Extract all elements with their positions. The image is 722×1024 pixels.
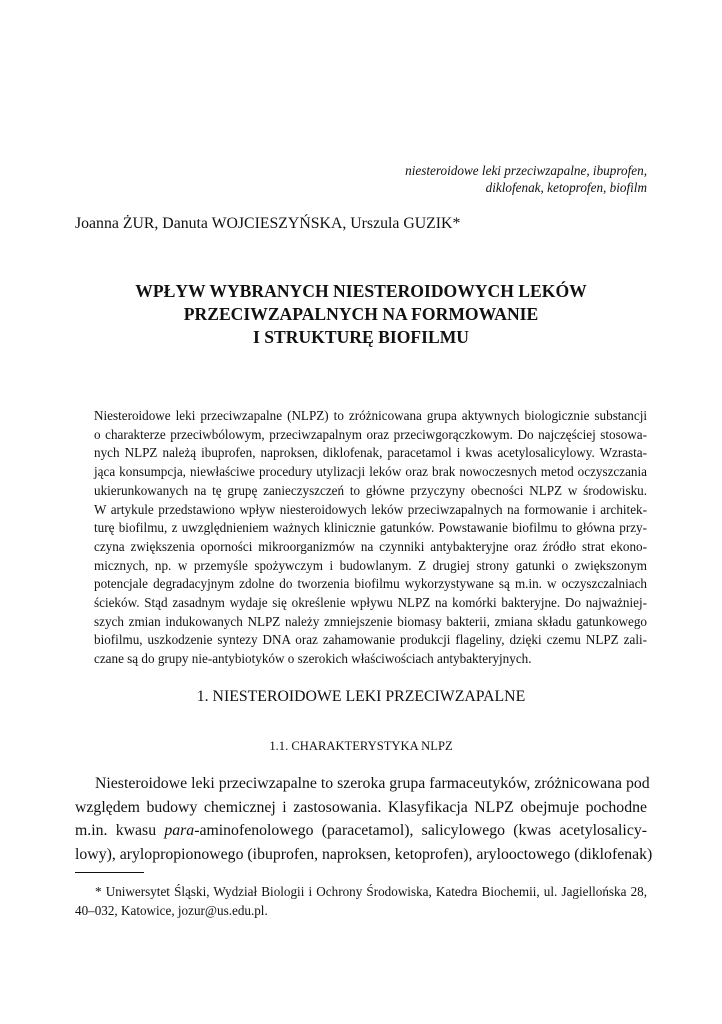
abstract-line: czyna zwiększenia oporności mikroorganizmów na czynniki antybakteryjne oraz źródło strat ekono- xyxy=(94,538,647,554)
body-paragraph xyxy=(75,772,653,866)
abstract-line: turę biofilmu, z uwzględnieniem ważnych klinicznie gatunków. Powstawanie biofilmu to główna przy- xyxy=(94,520,647,536)
keywords xyxy=(227,162,647,196)
authors: Joanna ŻUR, Danuta WOJCIESZYŃSKA, Urszula GUZIK* xyxy=(75,215,461,232)
body-text-run: -aminofenolowego (paracetamol), salicylowego (kwas acetylosalicy- xyxy=(194,822,647,839)
abstract-line: ścieków. Stąd zasadnym wydaje się określenie wpływu NLPZ na komórki bakteryjne. Do najważniej- xyxy=(94,595,647,611)
subsection-heading: 1.1. CHARAKTERYSTYKA NLPZ xyxy=(269,739,453,753)
paper-title xyxy=(75,280,647,349)
footnote xyxy=(75,882,647,920)
title-line: PRZECIWZAPALNYCH NA FORMOWANIE xyxy=(183,304,539,324)
body-text-run: m.in. kwasu xyxy=(75,822,165,839)
abstract-line: jąca konsumpcja, niewłaściwe procedury utylizacji leków oraz brak nowoczesnych metod oczyszczania xyxy=(94,464,647,480)
body-line: Niesteroidowe leki przeciwzapalne to szeroka grupa farmaceutyków, zróżnicowana pod xyxy=(95,775,650,792)
abstract-line: W artykule przedstawiono wpływ niesteroidowych leków przeciwzapalnych na formowanie i architek- xyxy=(94,501,647,517)
italic-term: para xyxy=(164,822,195,839)
abstract-line: ukierunkowanych na tę grupę zanieczyszczeń to główne przyczyny obecności NLPZ w środowisku. xyxy=(94,482,647,498)
abstract-line: potencjale degradacyjnym zdolne do tworzenia biofilmu wykorzystywane są m.in. w oczyszczalniach xyxy=(94,576,647,592)
abstract-line: biofilmu, uszkodzenie syntezy DNA oraz zahamowanie produkcji flageliny, dzięki czemu NLPZ zali- xyxy=(94,632,647,648)
footnote-line: * Uniwersytet Śląski, Wydział Biologii i Ochrony Środowiska, Katedra Biochemii, ul. Jagiellońska 28, xyxy=(95,884,647,899)
abstract-line: micznych, np. w przemyśle spożywczym i budowlanym. Z drugiej strony gatunki o zwiększonym xyxy=(94,557,647,573)
abstract-line: o charakterze przeciwbólowym, przeciwzapalnym oraz przeciwgorączkowym. Do najczęściej stosowa- xyxy=(94,426,647,442)
section-heading: 1. NIESTEROIDOWE LEKI PRZECIWZAPALNE xyxy=(196,688,526,705)
keywords-line: niesteroidowe leki przeciwzapalne, ibuprofen, xyxy=(405,163,647,178)
title-line: I STRUKTURĘ BIOFILMU xyxy=(252,327,470,347)
abstract xyxy=(94,407,647,669)
body-line xyxy=(75,819,647,843)
abstract-line: Niesteroidowe leki przeciwzapalne (NLPZ) to zróżnicowana grupa aktywnych biologicznie substancji xyxy=(94,408,647,423)
body-line: względem budowy chemicznej i zastosowania. Klasyfikacja NLPZ obejmuje pochodne xyxy=(75,798,647,816)
abstract-line: nych NLPZ należą ibuprofen, naproksen, diklofenak, paracetamol i kwas acetylosalicylowy. Wzrasta- xyxy=(94,445,647,461)
footnote-line: 40–032, Katowice, jozur@us.edu.pl. xyxy=(75,903,268,918)
abstract-line: czane są do grupy nie-antybiotyków o szerokich właściwościach antybakteryjnych. xyxy=(94,651,532,667)
body-line: lowy), arylopropionowego (ibuprofen, naproksen, ketoprofen), arylooctowego (diklofenak) xyxy=(75,845,653,863)
footnote-separator xyxy=(75,872,144,873)
abstract-line: szych zmian indukowanych NLPZ należy zmniejszenie biomasy bakterii, zmiana składu gatunkowego xyxy=(94,613,647,629)
keywords-line: diklofenak, ketoprofen, biofilm xyxy=(485,180,647,195)
title-line: WPŁYW WYBRANYCH NIESTEROIDOWYCH LEKÓW xyxy=(135,281,587,301)
